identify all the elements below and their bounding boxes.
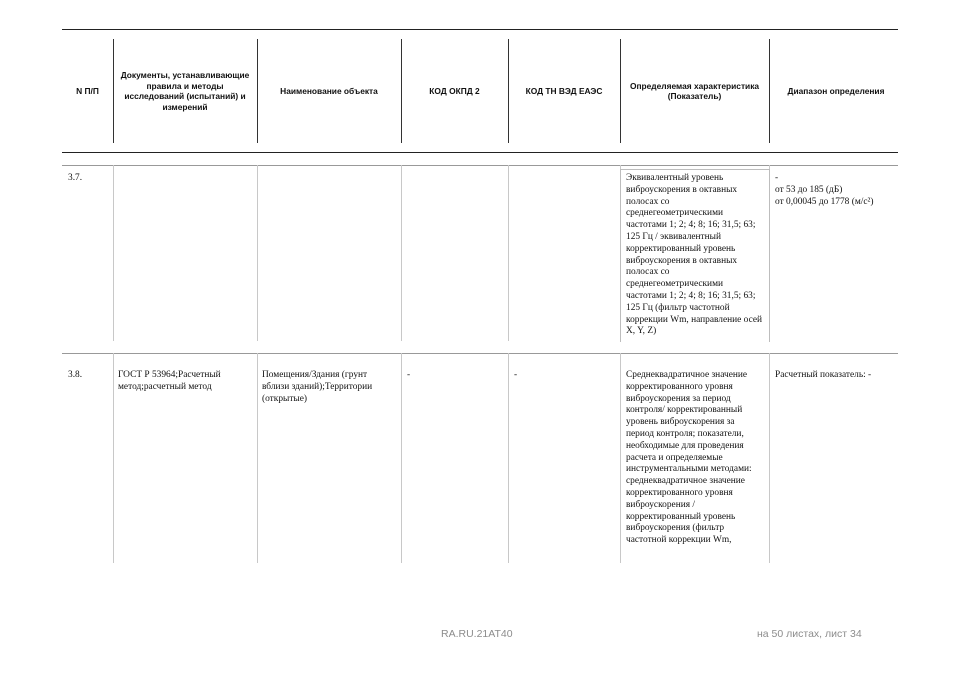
row-characteristic: Эквивалентный уровень виброускорения в октавных полосах со среднегеометрическими частотами 1; 2; 4; 8; 16; 31,5; 63; 125 Гц / эквивалентный корректированный уровень виброускорения в октавных полосах со среднегеометрическими частотами 1; 2; 4; 8; 16; 31,5; 63; 125 Гц (фильтр частотной коррекции Wm, направление осей X, Y, Z)	[626, 173, 763, 337]
row-divider	[257, 353, 258, 563]
row-divider	[401, 353, 402, 563]
row-rule	[62, 165, 898, 166]
header-col-object: Наименование объекта	[280, 85, 378, 96]
table-header	[62, 29, 898, 153]
header-divider	[620, 39, 621, 143]
header-top-rule	[62, 29, 898, 30]
header-col-range: Диапазон определения	[787, 85, 885, 96]
header-col-okpd: КОД ОКПД 2	[429, 85, 480, 96]
header-divider	[113, 39, 114, 143]
header-col-characteristic: Определяемая характеристика (Показатель)	[629, 80, 760, 101]
row-divider	[401, 165, 402, 341]
row-range: - от 53 до 185 (дБ) от 0,00045 до 1778 (м/с²)	[775, 173, 874, 207]
table-row	[62, 353, 898, 565]
row-okpd: -	[407, 370, 411, 380]
header-divider	[257, 39, 258, 143]
row-divider	[508, 165, 509, 341]
row-divider	[620, 353, 621, 563]
row-divider	[113, 165, 114, 341]
header-col-tnved: КОД ТН ВЭД ЕАЭС	[525, 85, 603, 96]
row-number: 3.7.	[68, 173, 83, 183]
row-rule	[62, 353, 898, 354]
table-row	[62, 165, 898, 343]
row-range: Расчетный показатель: -	[775, 370, 872, 380]
row-divider	[769, 353, 770, 563]
row-number: 3.8.	[68, 370, 83, 380]
row-object: Помещения/Здания (грунт вблизи зданий);Территории (открытые)	[262, 370, 373, 404]
row-tnved: -	[514, 370, 518, 380]
header-divider	[769, 39, 770, 143]
header-bottom-rule	[62, 152, 898, 153]
row-divider	[508, 353, 509, 563]
document-id: RA.RU.21AT40	[441, 628, 513, 640]
row-divider	[113, 353, 114, 563]
header-divider	[508, 39, 509, 143]
header-col-docs: Документы, устанавливающие правила и методы исследований (испытаний) и измерений	[120, 70, 250, 112]
header-divider	[401, 39, 402, 143]
header-col-num: N П/П	[76, 85, 99, 96]
row-docs: ГОСТ Р 53964;Расчетный метод;расчетный метод	[118, 370, 221, 392]
row-divider	[257, 165, 258, 341]
page-counter: на 50 листах, лист 34	[757, 628, 862, 640]
row-characteristic: Среднеквадратичное значение корректированного уровня виброускорения за период контроля/ корректированный уровень виброускорения за период контроля; показатели, необходимые для проведения расчета и определяемые инструментальными методами: среднеквадратичное значение корректированного уровня виброускорения / корректированный уровень виброускорения (фильтр частотной коррекции Wm,	[626, 370, 752, 546]
